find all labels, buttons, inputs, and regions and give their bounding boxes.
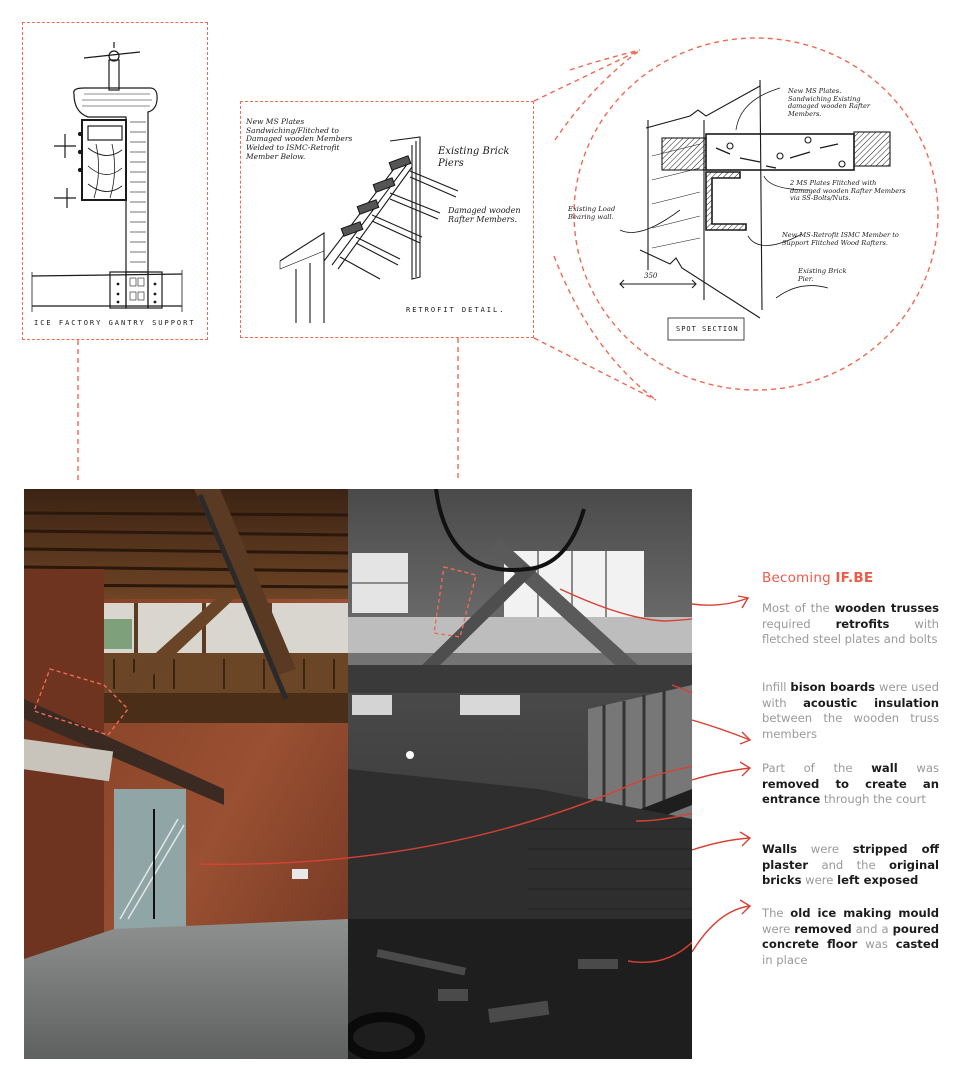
retrofit-piers-annotation: Existing Brick Piers — [438, 146, 510, 169]
note-text: were — [797, 842, 853, 856]
note-emphasis: retrofits — [835, 616, 890, 631]
section-ismc-annotation: New MS-Retrofit ISMC Member to Support Flitched Wood Rafters. — [782, 231, 899, 247]
retrofit-rafters-annotation: Damaged wooden Rafter Members. — [448, 206, 521, 225]
note-text: were — [801, 873, 838, 888]
heading-prefix: Becoming — [762, 570, 836, 586]
notes-heading — [762, 570, 939, 586]
section-pier-annotation: Existing Brick Pier. — [798, 267, 847, 283]
section-caption: SPOT SECTION — [676, 325, 739, 333]
note-text: Most of the — [762, 601, 835, 615]
note-text: The — [762, 906, 791, 920]
note-text: through the court — [820, 792, 926, 807]
note-emphasis: poured concrete floor — [762, 921, 939, 952]
gantry-caption: ICE FACTORY GANTRY SUPPORT — [34, 319, 196, 327]
section-wall-annotation: Existing Load Bearing wall. — [568, 205, 616, 221]
note-text: in place — [762, 952, 808, 967]
note-entrance — [762, 761, 939, 808]
note-text: and the — [808, 857, 890, 872]
note-text: was — [857, 937, 896, 952]
renovation-notes — [762, 570, 940, 967]
heading-brand: IF.BE — [835, 570, 874, 586]
section-dimension-label: 350 — [644, 272, 658, 280]
retrofit-caption: RETROFIT DETAIL. — [406, 306, 506, 314]
note-emphasis: original bricks — [762, 857, 939, 888]
note-text: was — [897, 761, 939, 775]
note-text: were used with — [762, 680, 940, 710]
note-emphasis: removed — [794, 921, 852, 936]
note-bison-boards — [762, 680, 939, 742]
note-text: between the wooden truss members — [762, 711, 939, 741]
note-emphasis: Walls — [762, 842, 798, 856]
note-emphasis: wall — [871, 761, 898, 775]
callout-arrowheads — [692, 560, 762, 980]
note-text: required — [762, 616, 836, 631]
note-text: were — [762, 921, 795, 936]
note-text: Part of the — [762, 761, 872, 775]
note-emphasis: old ice making mould — [790, 906, 939, 920]
note-floor — [762, 906, 939, 968]
section-flitched-annotation: 2 MS Plates Flitched with damaged wooden Rafter Members via SS-Bolts/Nuts. — [790, 179, 906, 203]
section-new-plates-annotation: New MS Plates. Sandwiching Existing damaged wooden Rafter Members. — [788, 87, 871, 118]
note-emphasis: stripped off plaster — [762, 842, 939, 872]
note-text: Infill — [762, 680, 791, 694]
retrofit-plates-annotation: New MS Plates Sandwiching/Flitched to Damaged wooden Members Welded to ISMC-Retrofit Member Below. — [246, 117, 353, 161]
note-emphasis: wooden trusses — [834, 601, 939, 615]
note-emphasis: acoustic insulation — [803, 695, 939, 710]
photo-highlight-marks — [24, 489, 692, 1059]
note-text: and a — [851, 921, 893, 936]
note-emphasis: left exposed — [837, 873, 919, 888]
note-emphasis: removed to create an entrance — [762, 776, 939, 807]
note-text: with fletched steel plates and bolts — [762, 616, 939, 647]
before-after-photo — [24, 489, 692, 1059]
note-emphasis: bison boards — [790, 680, 876, 694]
note-trusses — [762, 601, 939, 648]
note-bricks — [762, 842, 939, 889]
note-emphasis: casted — [895, 937, 940, 952]
